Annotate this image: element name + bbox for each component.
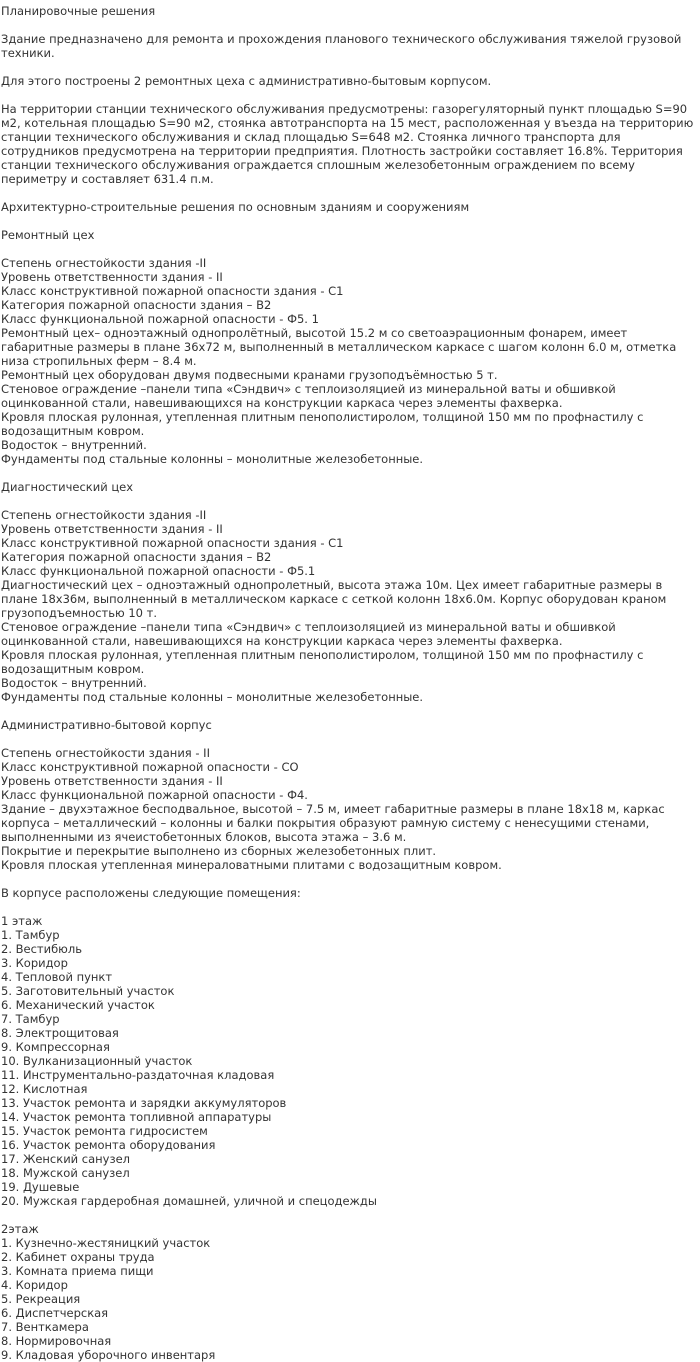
list-item: 6. Диспетчерская [1,1306,109,1320]
repair-line: Степень огнестойкости здания -II [1,256,207,270]
diag-line: Категория пожарной опасности здания – В2 [1,550,272,564]
list-item: 1. Тамбур [1,928,60,942]
list-item: 17. Женский санузел [1,1152,131,1166]
diag-line: Водосток – внутренний. [1,676,147,690]
list-item: 8. Нормировочная [1,1334,112,1348]
floor2-title: 2этаж [1,1222,39,1236]
admin-line: Класс конструктивной пожарной опасности - СО [1,760,299,774]
list-item: 3. Коридор [1,956,68,970]
admin-line: Степень огнестойкости здания - II [1,746,210,760]
list-item: 7. Тамбур [1,1012,60,1026]
admin-line: Уровень ответственности здания - II [1,774,223,788]
admin-line: Здание – двухэтажное бесподвальное, высотой – 7.5 м, имеет габаритные размеры в плане 18х18 м, каркас корпуса – металлический – колонны и балки покрытия образуют рамную систему с ненесущими стенами, выполненными из ячеистобетонных блоков, высота этажа – 3.6 м. [1,802,665,844]
list-item: 15. Участок ремонта гидросистем [1,1124,208,1138]
list-item: 5. Заготовительный участок [1,984,175,998]
list-item: 19. Душевые [1,1180,80,1194]
intro-paragraph-3: На территории станции технического обслуживания предусмотрены: газорегуляторный пункт площадью S=90 м2, котельная площадью S=90 м2, стоянка автотранспорта на 15 мест, расположенная у въезда на территорию станции технического обслуживания и склад площадью S=648 м2. Стоянка личного транспорта для сотрудников предусмотрена на территории предприятия. Плотность застройки составляет 16.8%. Территория станции технического обслуживания ограждается сплошным железобетонным ограждением по всему периметру и составляет 631.4 п.м. [1,102,694,186]
repair-line: Категория пожарной опасности здания – В2 [1,298,272,312]
diag-line: Класс конструктивной пожарной опасности здания - С1 [1,536,344,550]
admin-line: Класс функциональной пожарной опасности - Ф4. [1,788,308,802]
intro-paragraph-2: Для этого построены 2 ремонтных цеха с административно-бытовым корпусом. [1,74,492,88]
list-item: 6. Механический участок [1,998,155,1012]
diag-section [1,508,699,704]
list-item: 1. Кузнечно-жестяницкий участок [1,1236,211,1250]
diag-section-title: Диагностический цех [1,480,134,494]
page-heading: Планировочные решения [1,4,156,18]
list-item: 14. Участок ремонта топливной аппаратуры [1,1110,272,1124]
repair-line: Водосток – внутренний. [1,438,147,452]
list-item: 16. Участок ремонта оборудования [1,1138,216,1152]
list-item: 4. Коридор [1,1278,68,1292]
arch-heading: Архитектурно-строительные решения по основным зданиям и сооружениям [1,200,470,214]
list-item: 7. Венткамера [1,1320,89,1334]
diag-line: Диагностический цех – одноэтажный однопролетный, высота этажа 10м. Цех имеет габаритные размеры в плане 18х36м, выполненный в металлическом каркасе с сеткой колонн 18х6.0м. Корпус оборудован краном грузоподъемностью 10 т. [1,578,667,620]
floor1-list [1,914,699,1208]
repair-line: Ремонтный цех– одноэтажный однопролётный, высотой 15.2 м со светоаэрационным фонарем, имеет габаритные размеры в плане 36х72 м, выполненный в металлическом каркасе с шагом колонн 6.0 м, отметка низа стропильных ферм – 8.4 м. [1,326,677,368]
list-item: 18. Мужской санузел [1,1166,130,1180]
repair-line: Кровля плоская рулонная, утепленная плитным пенополистиролом, толщиной 150 мм по профнастилу с водозащитным ковром. [1,410,644,438]
floor2-list [1,1222,699,1362]
list-item: 11. Инструментально-раздаточная кладовая [1,1068,275,1082]
diag-line: Кровля плоская рулонная, утепленная плитным пенополистиролом, толщиной 150 мм по профнастилу с водозащитным ковром. [1,648,644,676]
list-item: 10. Вулканизационный участок [1,1054,193,1068]
admin-section-title: Административно-бытовой корпус [1,718,212,732]
list-item: 2. Кабинет охраны труда [1,1250,155,1264]
repair-line: Уровень ответственности здания - II [1,270,223,284]
diag-line: Фундаменты под стальные колонны – монолитные железобетонные. [1,690,424,704]
list-item: 9. Кладовая уборочного инвентаря [1,1348,216,1362]
list-item: 20. Мужская гардеробная домашней, уличной и спецодежды [1,1194,377,1208]
diag-line: Степень огнестойкости здания -II [1,508,207,522]
list-item: 5. Рекреация [1,1292,81,1306]
diag-line: Стеновое ограждение –панели типа «Сэндвич» с теплоизоляцией из минеральной ваты и обшивкой оцинкованной стали, навешивающихся на конструкции каркаса через элементы фахверка. [1,620,616,648]
rooms-intro: В корпусе расположены следующие помещения: [1,886,301,900]
intro-paragraph-1: Здание предназначено для ремонта и прохождения планового технического обслуживания тяжелой грузовой техники. [1,32,682,60]
list-item: 3. Комната приема пищи [1,1264,154,1278]
diag-line: Класс функциональной пожарной опасности - Ф5.1 [1,564,316,578]
repair-line: Класс функциональной пожарной опасности - Ф5. 1 [1,312,319,326]
list-item: 4. Тепловой пункт [1,970,113,984]
floor1-title: 1 этаж [1,914,43,928]
repair-section [1,256,699,466]
repair-line: Фундаменты под стальные колонны – монолитные железобетонные. [1,452,424,466]
list-item: 2. Вестибюль [1,942,82,956]
repair-section-title: Ремонтный цех [1,228,95,242]
diag-line: Уровень ответственности здания - II [1,522,223,536]
admin-line: Покрытие и перекрытие выполнено из сборных железобетонных плит. [1,844,437,858]
repair-line: Класс конструктивной пожарной опасности здания - С1 [1,284,344,298]
repair-line: Ремонтный цех оборудован двумя подвесными кранами грузоподъёмностью 5 т. [1,368,498,382]
repair-line: Стеновое ограждение –панели типа «Сэндвич» с теплоизоляцией из минеральной ваты и обшивкой оцинкованной стали, навешивающихся на конструкции каркаса через элементы фахверка. [1,382,616,410]
list-item: 8. Электрощитовая [1,1026,119,1040]
list-item: 9. Компрессорная [1,1040,110,1054]
list-item: 13. Участок ремонта и зарядки аккумуляторов [1,1096,287,1110]
admin-line: Кровля плоская утепленная минераловатными плитами с водозащитным ковром. [1,858,502,872]
list-item: 12. Кислотная [1,1082,88,1096]
admin-section [1,746,699,872]
